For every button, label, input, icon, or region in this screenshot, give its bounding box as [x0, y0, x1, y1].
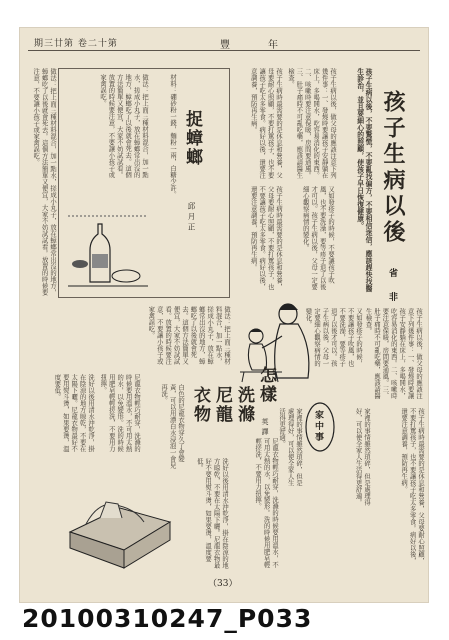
magazine-page	[20, 28, 428, 602]
main-article-title: 孩子生病以後	[380, 90, 406, 246]
family-column-text: 家裡的事情雖然瑣碎，但是處理得好，可以使全家人生活得更舒適。	[354, 408, 370, 506]
magazine-title-char-2: 年	[268, 40, 279, 51]
main-article-body-5: 孩子生病以後，做父母的應該注意下列幾件事：一、發燒時要讓孩子安靜躺在床上，多喝開水，吃容易消化的東西。二、咳嗽時要注意保暖，房間要通風。三、肚子痛時不可亂吃藥，應該請醫生檢查。	[364, 308, 422, 399]
main-article-body-4: 孩子生病時最需要的是休息和營養，父母要耐心照顧，不要打罵孩子，也不要讓孩子吃太多零食。病好以後，還要注意調養，預防再生病。	[249, 186, 282, 290]
main-article-body-6: 又如發疹子的時候，不要讓孩子吹風，也不要洗澡，要等疹子退了以後才可以。孩子生病以後，父母一定要細心觀察病情的變化。	[304, 308, 362, 367]
laundry-illustration	[60, 478, 178, 572]
main-article-author: 省 非	[387, 268, 397, 308]
main-article-body-7: 孩子生病時最需要的是休息和營養，父母要耐心照顧，不要打罵孩子，也不要讓孩子吃太多零食。病好以後，還要注意調養，預防再生病。	[400, 408, 424, 564]
archive-caption: 20100310247_P033	[22, 604, 313, 633]
page-number: （33）	[208, 579, 238, 589]
main-article-intro: 孩子生病以後，不要驚慌，不要亂找偏方，不要相信迷信，應該趕快找醫生診治，並且要細心的照顧，使孩子早日恢復健康。	[355, 68, 372, 292]
box-article-continued: 做法：把上面三種材料混合，加一點水，搓成小丸子，放在蟑螂常出沒的地方，蟑螂吃了以後就會死去。這個方法簡單又便宜，大家不妨試試看。放置的時候要注意，不要讓小孩子或家禽誤吃。	[147, 306, 230, 365]
issue-label: 期三廿第 卷二十第	[34, 39, 118, 49]
header-rule	[28, 50, 420, 51]
laundry-body-3: 白色的尼龍衣物穿久了會變黃，可以用漂白水浸泡一會兒再洗。	[160, 384, 184, 469]
family-column-badge: 家中事	[313, 410, 323, 443]
main-article-body-2: 孩子生病時最需要的是休息和營養，父母要耐心照顧，不要打罵孩子，也不要讓孩子吃太多零食。病好以後，還要注意調養，預防再生病。	[249, 68, 282, 179]
main-article-body-1: 孩子生病以後，做父母的應該注意下列幾件事：一、發燒時要讓孩子安靜躺在床上，多喝開水，吃容易消化的東西。二、咳嗽時要注意保暖，房間要通風。三、肚子痛時不可亂吃藥，應該請醫生檢查。	[286, 68, 336, 179]
laundry-author: 英譯	[261, 418, 269, 438]
laundry-title-line-4: 衣物	[190, 386, 210, 424]
left-column-text: 做法：把上面三種材料混合，加一點水，搓成小丸子，放在蟑螂常出沒的地方，蟑螂吃了以後就會死去。這個方法簡單又便宜，大家不妨試試看。放置的時候要注意，不要讓小孩子或家禽誤吃。	[32, 68, 56, 296]
box-article-materials: 材料：硼砂粉一錢，麵粉一兩，白糖少許。	[169, 74, 176, 198]
laundry-title-line-2: 洗滌	[234, 386, 254, 424]
magazine-title-char-1: 豐	[220, 40, 231, 51]
laundry-body-2: 洗好以後用清水沖乾淨，掛在陰涼的地方晾乾，不要在太陽下曬。尼龍衣物最好不要用熨斗燙，如果要燙，溫度要低。	[195, 458, 228, 569]
laundry-body-5: 洗好以後用清水沖乾淨，掛在陰涼的地方晾乾，不要在太陽下曬。尼龍衣物最好不要用熨斗燙，如果要燙，溫度要低。	[53, 374, 94, 452]
box-article-title: 捉蟑螂	[182, 110, 202, 167]
laundry-body-4: 尼龍衣物輕巧耐穿，洗滌的時候要用溫水，不可用太熱的水，以免變形。洗的時候用肥皂輕輕搓洗，不要用力扭擰。	[99, 374, 140, 452]
laundry-title-line-3: 尼龍	[212, 386, 232, 424]
box-article-author: 邱月正	[187, 202, 196, 234]
laundry-body-1: 尼龍衣物輕巧耐穿，洗滌的時候要用溫水，不可用太熱的水，以免變形。洗的時候用肥皂輕輕搓洗，不要用力扭擰。	[254, 438, 278, 568]
family-column-text-2: 家裡的事情雖然瑣碎，但是處理得好，可以使全家人生活得更舒適。	[278, 408, 302, 486]
bottle-illustration	[68, 204, 148, 290]
main-article-body-3: 又如發疹子的時候，不要讓孩子吹風，也不要洗澡，要等疹子退了以後才可以。孩子生病以後，父母一定要細心觀察病情的變化。	[301, 186, 334, 290]
page-header	[20, 36, 428, 50]
laundry-title-line-1: 怎樣	[256, 366, 276, 404]
box-article-method: 做法：把上面三種材料混合，加一點水，搓成小丸子，放在蟑螂常出沒的地方，蟑螂吃了以後就會死去。這個方法簡單又便宜，大家不妨試試看。放置的時候要注意，不要讓小孩子或家禽誤吃。	[98, 74, 148, 178]
